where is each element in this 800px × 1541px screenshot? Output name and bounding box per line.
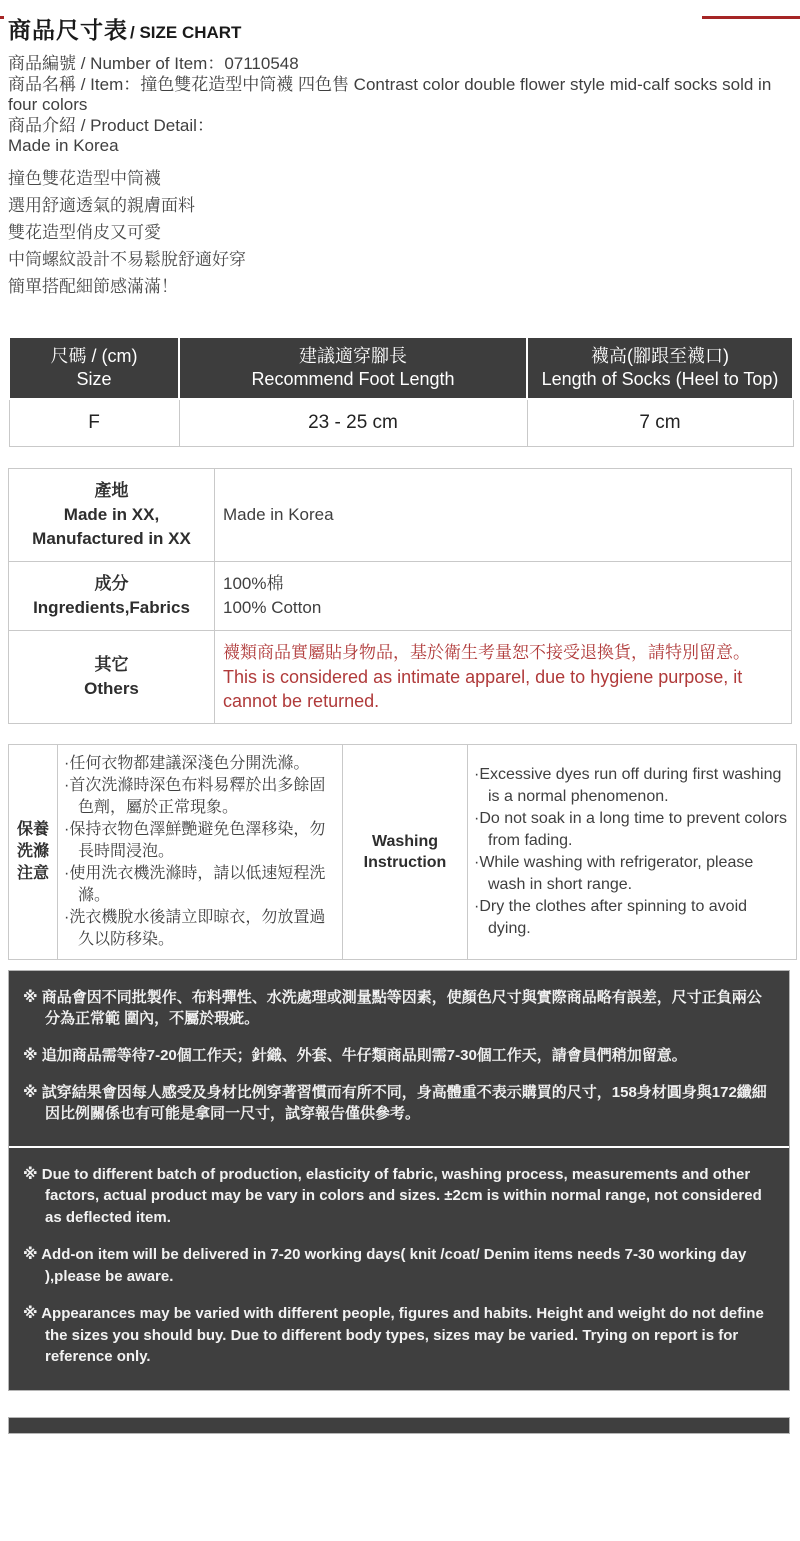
others-label <box>9 630 215 723</box>
sock-height-header-zh: 襪高(腳跟至襪口) <box>591 345 729 366</box>
origin-value: Made in Korea <box>215 468 792 561</box>
note-item-en: ※ Appearances may be varied with different people, figures and habits. Height and weight do not define the sizes you should buy. Due to different body types, sizes may be varied. Trying on report is for reference only. <box>23 1305 764 1365</box>
washing-item-zh: · 首次洗滌時深色布料易釋於出多餘固色劑，屬於正常現象。 <box>64 775 336 819</box>
note-item-zh: ※ 追加商品需等待7-20個工作天；針織、外套、牛仔類商品則需7-30個工作天，請會員們稍加留意。 <box>23 1046 687 1064</box>
product-details-table <box>8 468 792 724</box>
size-header-en: Size <box>76 368 112 389</box>
origin-label <box>9 468 215 561</box>
washing-list-zh <box>64 753 336 951</box>
page-title-zh: 商品尺寸表 <box>8 17 128 43</box>
washing-list-en <box>474 764 790 940</box>
washing-label-zh-line: 洗滌 <box>16 842 49 860</box>
size-column-header <box>9 337 179 399</box>
washing-label-en-line: Instruction <box>363 853 447 871</box>
washing-item-zh: · 保持衣物色澤鮮艷避免色澤移染，勿長時間浸泡。 <box>64 819 336 863</box>
disclaimer-notes-zh <box>9 971 789 1148</box>
item-name: 商品名稱 / Item：撞色雙花造型中筒襪 四色售 Contrast color double flower style mid-calf socks sold in four colors <box>8 74 772 114</box>
sock-height-value: 7 cm <box>527 399 793 447</box>
washing-label-zh-line: 保養 <box>16 820 49 838</box>
note-item-en: ※ Due to different batch of production, elasticity of fabric, washing process, measurements and other factors, actual product may be vary in colors and sizes. ±2cm is within normal range, not considered as deflected item. <box>23 1165 762 1226</box>
washing-item-en: · Do not soak in a long time to prevent colors from fading. <box>474 808 790 852</box>
note-item-en: ※ Add-on item will be delivered in 7-20 working days( knit /coat/ Denim items needs 7-30 working day ),please be aware. <box>23 1246 747 1285</box>
washing-row <box>9 744 797 959</box>
page-title-en: / SIZE CHART <box>130 23 242 42</box>
description-line: 中筒螺紋設計不易鬆脫舒適好穿 <box>8 249 246 269</box>
others-label-zh: 其它 <box>94 654 129 674</box>
bottom-divider-bar <box>8 1417 790 1434</box>
foot-length-column-header <box>179 337 527 399</box>
ingredients-label-en: Ingredients,Fabrics <box>33 597 190 617</box>
size-header-zh: 尺碼 / (cm) <box>50 345 138 366</box>
washing-instructions-zh <box>58 744 343 959</box>
page-title <box>8 16 792 48</box>
washing-label-en-line: Washing <box>371 832 439 850</box>
washing-instructions-en <box>468 744 797 959</box>
description-line: 簡單搭配細節感滿滿！ <box>8 276 178 296</box>
washing-item-en: · Excessive dyes run off during first washing is a normal phenomenon. <box>474 764 790 808</box>
others-row <box>9 630 792 723</box>
note-item-zh: ※ 試穿結果會因每人感受及身材比例穿著習慣而有所不同，身高體重不表示購買的尺寸，158身材圓身與172纖細因比例關係也有可能是拿同一尺寸，試穿報告僅供參考。 <box>23 1083 767 1122</box>
others-value <box>215 630 792 723</box>
foot-length-header-zh: 建議適穿腳長 <box>299 345 407 366</box>
description-line: 選用舒適透氣的親膚面料 <box>8 195 195 215</box>
washing-label-zh <box>9 744 58 959</box>
washing-label-zh-line: 注意 <box>16 864 49 882</box>
foot-length-value: 23 - 25 cm <box>179 399 527 447</box>
description-line: 雙花造型俏皮又可愛 <box>8 222 161 242</box>
washing-item-zh: · 洗衣機脫水後請立即晾衣，勿放置過久以防移染。 <box>64 907 336 951</box>
size-chart-page <box>0 16 800 960</box>
note-item-zh: ※ 商品會因不同批製作、布料彈性、水洗處理或測量點等因素，使顏色尺寸與實際商品略有誤差，尺寸正負兩公分為正常範 圍內，不屬於瑕疵。 <box>23 988 762 1027</box>
washing-item-zh: · 使用洗衣機洗滌時，請以低速短程洗滌。 <box>64 863 336 907</box>
disclaimer-notes-box <box>8 970 790 1391</box>
disclaimer-notes-en <box>9 1148 789 1390</box>
hygiene-notice-zh: 襪類商品實屬貼身物品，基於衛生考量恕不接受退換貨，請特別留意。 <box>223 642 750 662</box>
size-chart-header-row <box>9 337 793 399</box>
item-number: 商品編號 / Number of Item：07110548 <box>8 54 299 73</box>
origin-line: Made in Korea <box>8 136 119 155</box>
sock-height-header-en: Length of Socks (Heel to Top) <box>541 368 779 389</box>
origin-label-zh: 產地 <box>94 480 129 500</box>
size-chart-table <box>8 336 794 447</box>
sock-height-column-header <box>527 337 793 399</box>
hygiene-notice-en: This is considered as intimate apparel, due to hygiene purpose, it cannot be returned. <box>223 666 743 711</box>
ingredients-row <box>9 561 792 630</box>
foot-length-header-en: Recommend Foot Length <box>251 368 455 389</box>
washing-item-en: · Dry the clothes after spinning to avoid dying. <box>474 896 790 940</box>
others-label-en: Others <box>84 678 139 698</box>
ingredients-value-zh: 100%棉 <box>223 573 284 593</box>
ingredients-value <box>215 561 792 630</box>
description-line: 撞色雙花造型中筒襪 <box>8 168 161 188</box>
ingredients-label-zh: 成分 <box>94 573 129 593</box>
product-info <box>8 54 792 157</box>
product-detail-label: 商品介紹 / Product Detail： <box>8 115 214 135</box>
washing-label-en <box>343 744 468 959</box>
ingredients-value-en: 100% Cotton <box>223 597 322 617</box>
washing-instruction-table <box>8 744 797 960</box>
product-description <box>8 165 792 300</box>
size-value: F <box>9 399 179 447</box>
washing-item-en: · While washing with refrigerator, please wash in short range. <box>474 852 790 896</box>
size-chart-data-row <box>9 399 793 447</box>
origin-label-en-1: Made in XX, <box>63 504 160 524</box>
top-border-right-segment <box>702 16 800 19</box>
ingredients-label <box>9 561 215 630</box>
origin-row <box>9 468 792 561</box>
origin-label-en-2: Manufactured in XX <box>32 528 191 548</box>
top-border-left-stub <box>0 16 4 19</box>
washing-item-zh: · 任何衣物都建議深淺色分開洗滌。 <box>64 753 336 775</box>
